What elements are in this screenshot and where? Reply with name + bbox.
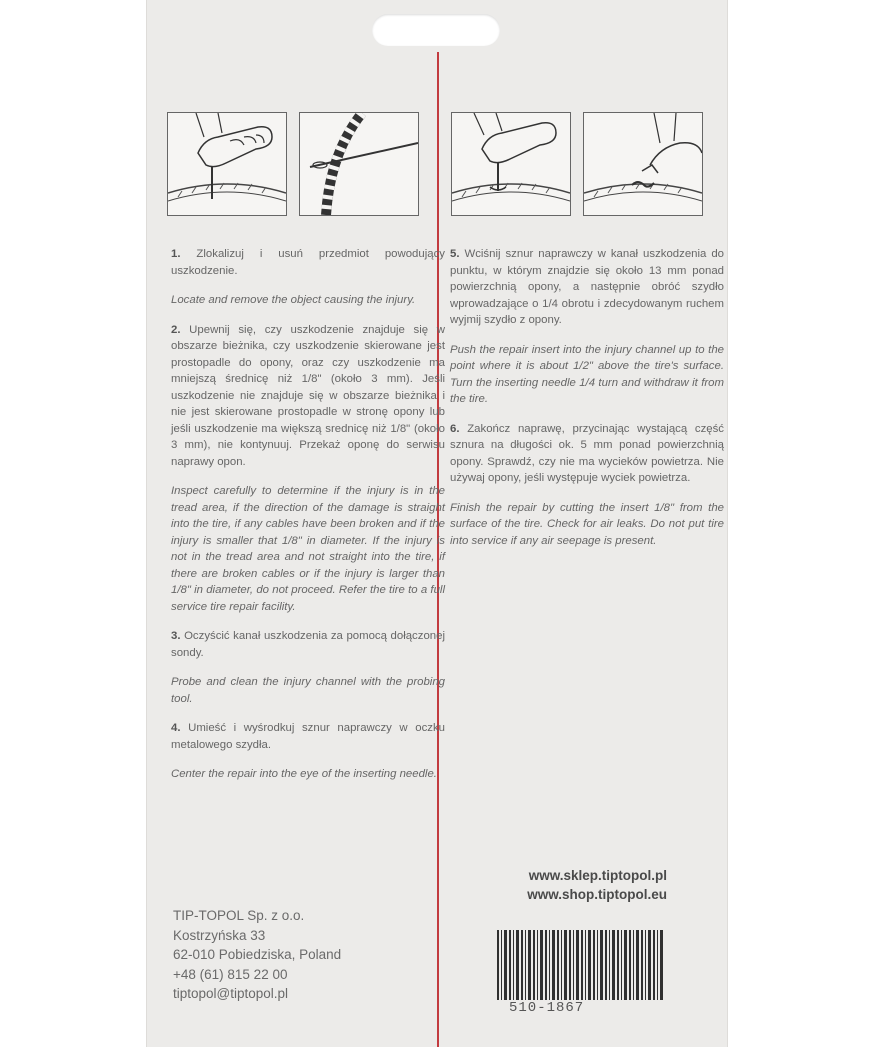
barcode xyxy=(497,930,665,1000)
company-email: tiptopol@tiptopol.pl xyxy=(173,986,289,1001)
step-5-pl: 5. Wciśnij sznur naprawczy w kanał uszkodzenia do punktu, w którym znajdzie się około 13 mm ponad powierzchnią opony, a następnie obróć szydło wprowadzające o 1/4 obrotu i zdecydowanym ruchem wyjmij szydło z opony. xyxy=(450,248,724,326)
needle-through-tire-icon xyxy=(299,112,419,216)
hand-probing-tire-icon xyxy=(167,112,287,216)
step-3-pl: 3. Oczyścić kanał uszkodzenia za pomocą dołączonej sondy. xyxy=(171,630,445,659)
barcode-number: 510-1867 xyxy=(509,1000,585,1016)
packaging-card xyxy=(146,0,728,1047)
website-urls xyxy=(527,866,667,904)
step-6-en: Finish the repair by cutting the insert 1/8" from the surface of the tire. Check for air leaks. Do not put tire into service if any air seepage is present. xyxy=(450,501,724,547)
trimmed-plug-icon xyxy=(583,112,703,216)
company-address xyxy=(173,906,341,1004)
company-name: TIP-TOPOL Sp. z o.o. xyxy=(173,908,305,923)
hand-inserting-plug-icon xyxy=(451,112,571,216)
url-shop[interactable]: www.shop.tiptopol.eu xyxy=(527,887,667,902)
step-4-en: Center the repair into the eye of the inserting needle. xyxy=(171,768,437,780)
hang-hole xyxy=(372,14,500,46)
instructions-left-column xyxy=(171,246,445,796)
step-1-en: Locate and remove the object causing the injury. xyxy=(171,294,416,306)
instructions-right-column xyxy=(450,246,724,562)
company-city: 62-010 Pobiedziska, Poland xyxy=(173,947,342,962)
company-phone: +48 (61) 815 22 00 xyxy=(173,966,288,982)
step-2-pl: 2. Upewnij się, czy uszkodzenie znajduje się w obszarze bieżnika, czy uszkodzenie skierowane jest prostopadle do opony, oraz czy uszkodzenie ma mniejszą średnicę niż 1/8" (około 3 mm). Jeśli uszkodzenie nie znajduje się w obszarze bieżnika i nie jest skierowane prostopadle w stronę opony lub jeśli uszkodzenie ma większą srednicę niż 1/8" (około 3 mm), nie kontynuuj. Przekaż oponę do serwisu naprawy opon. xyxy=(171,323,446,468)
step-5-en: Push the repair insert into the injury channel up to the point where it is about 1/2" above the tire's surface. Turn the inserting needle 1/4 turn and withdraw it from the tire. xyxy=(450,343,724,405)
step-1-pl: 1. Zlokalizuj i usuń przedmiot powodujący uszkodzenie. xyxy=(171,248,445,277)
step-2-en: Inspect carefully to determine if the injury is in the tread area, if the direction of the damage is straight into the tire, if any cables have been broken and if the injury is smaller that 1/8" in diameter. If the injury is not in the tread area and not straight into the tire, if there are broken cables or if the injury is larger than 1/8" in diameter, do not proceed. Refer the tire to a full service tire repair facility. xyxy=(171,485,445,613)
company-street: Kostrzyńska 33 xyxy=(173,927,266,943)
step-4-pl: 4. Umieść i wyśrodkuj sznur naprawczy w oczku metalowego szydła. xyxy=(171,722,445,751)
step-3-en: Probe and clean the injury channel with the probing tool. xyxy=(171,676,445,705)
step-6-pl: 6. Zakończ naprawę, przycinając wystającą część sznura na długości ok. 5 mm ponad powierzchnią opony. Sprawdź, czy nie ma wycieków powietrza. Nie używaj opony, jeśli występuje wyciek powietrza. xyxy=(450,422,724,484)
url-sklep[interactable]: www.sklep.tiptopol.pl xyxy=(528,868,667,883)
